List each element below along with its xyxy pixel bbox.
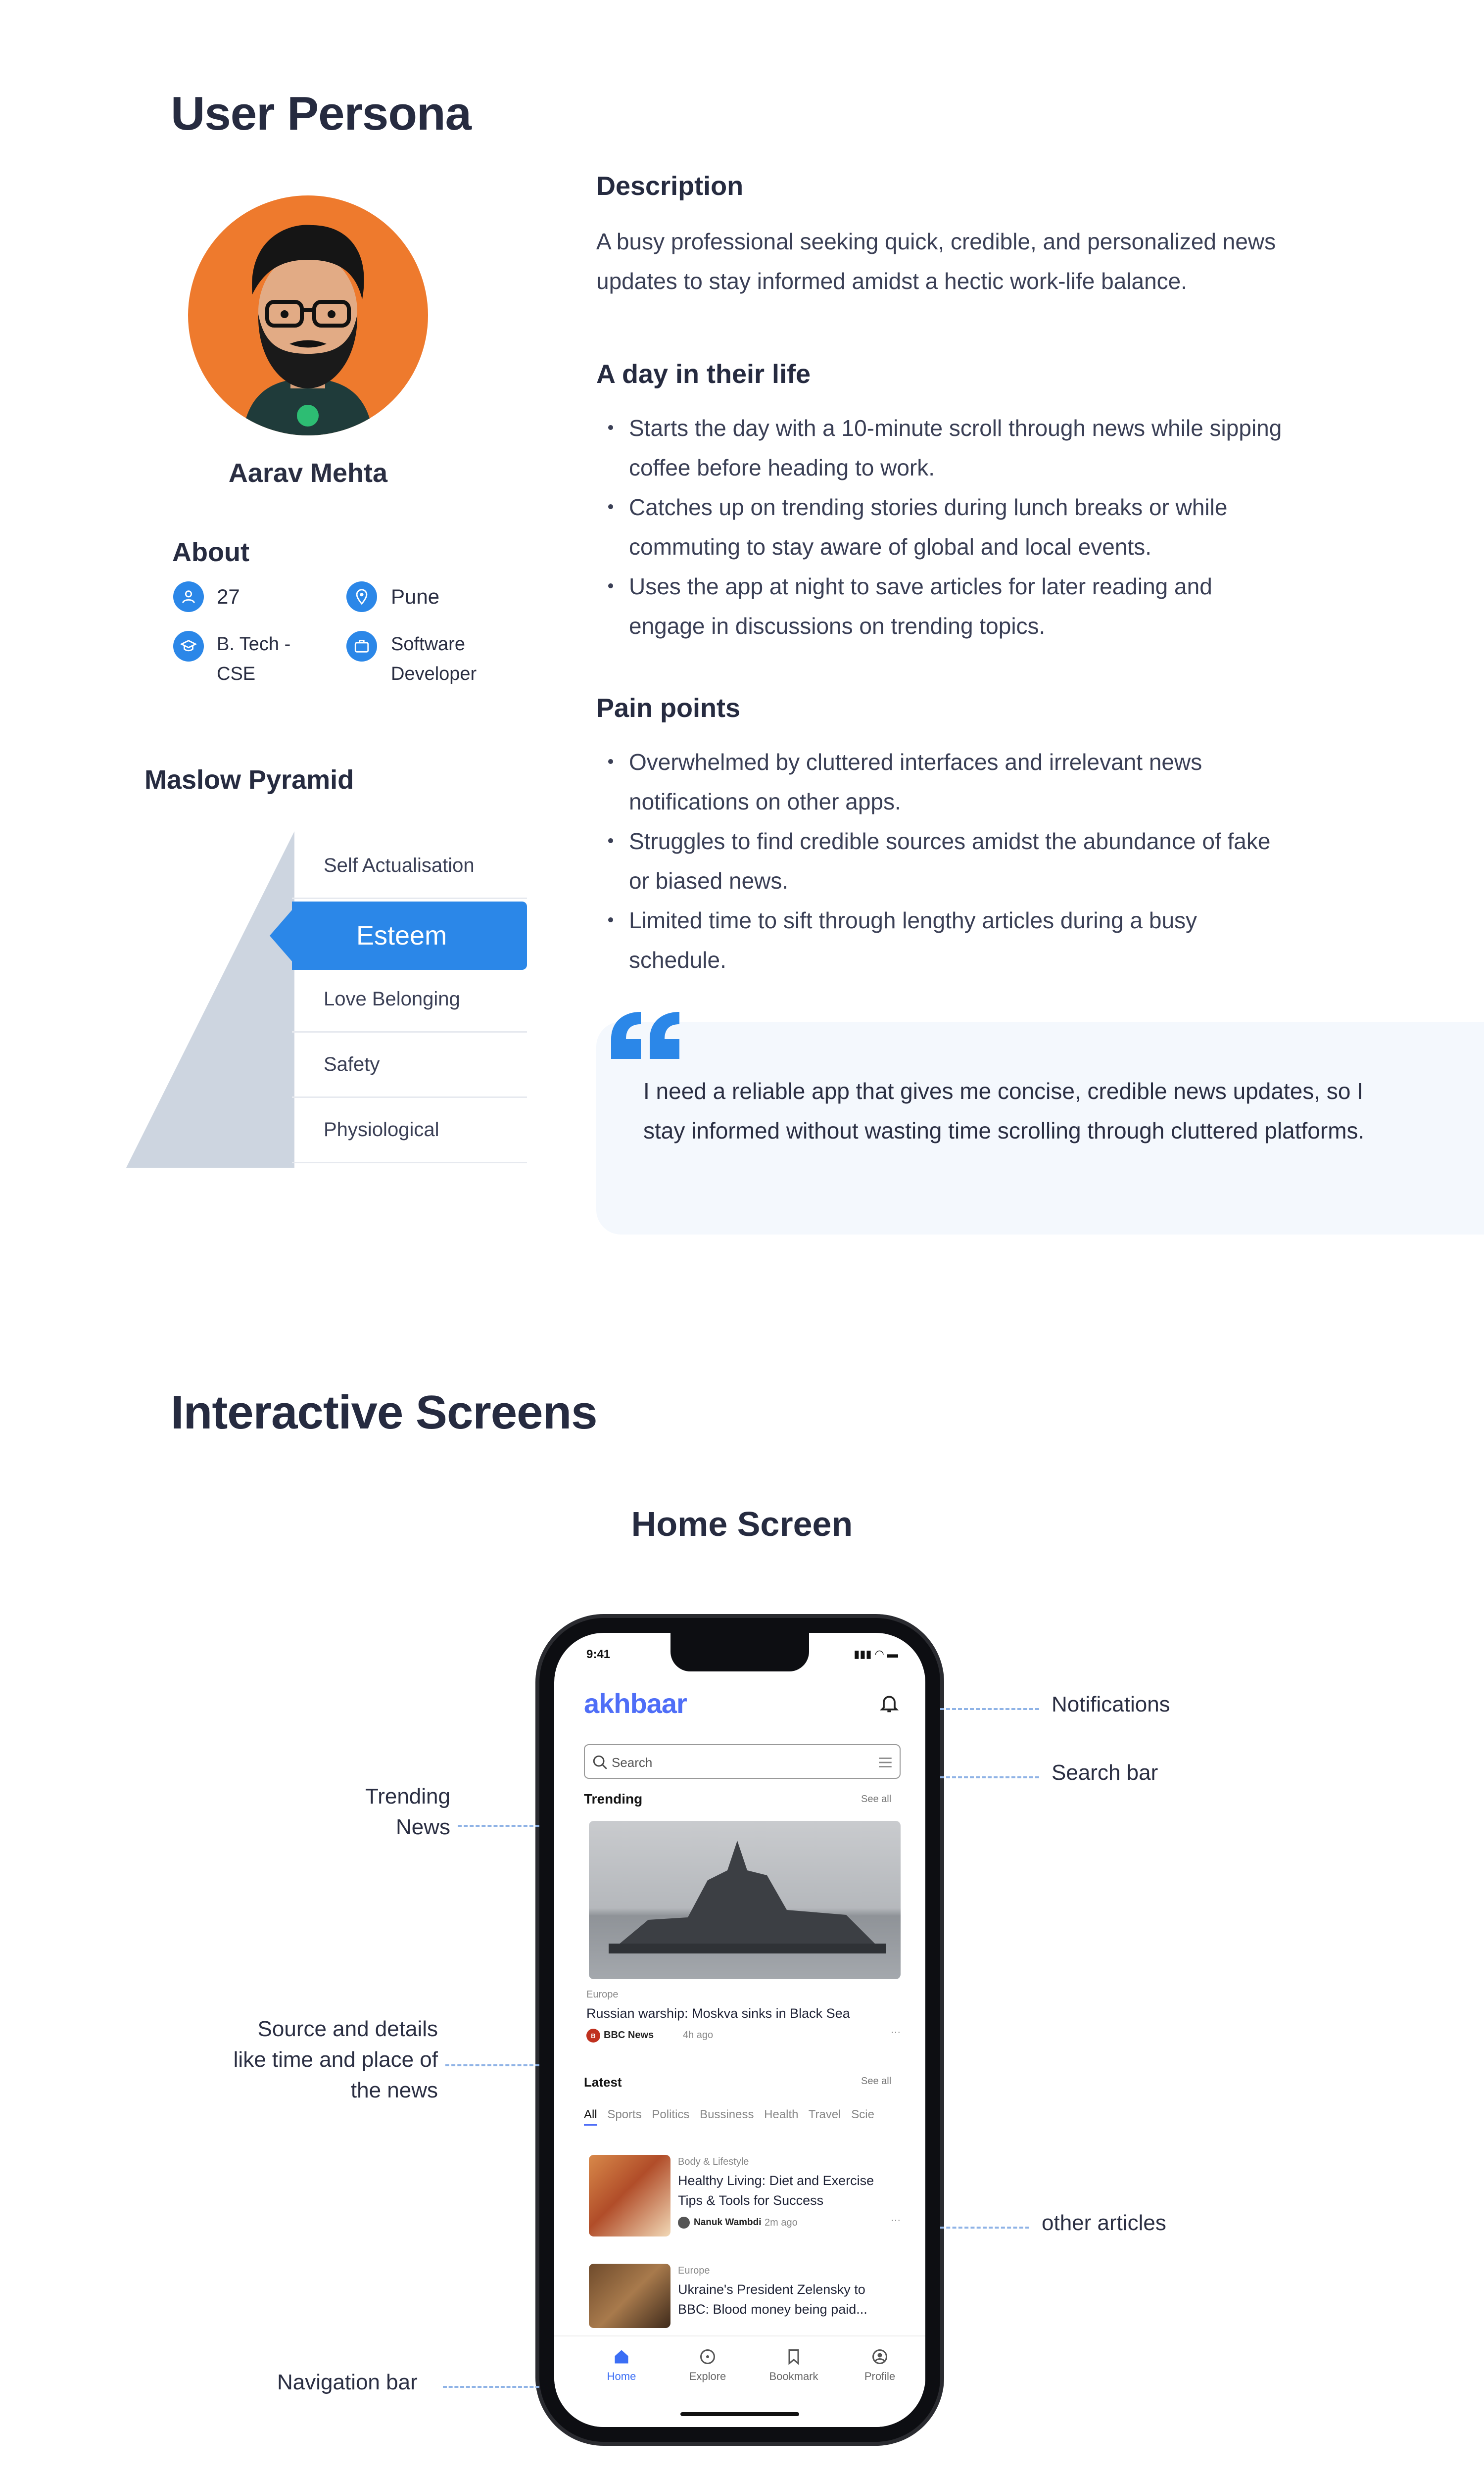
briefcase-icon <box>346 631 377 662</box>
day-item: Catches up on trending stories during lunch breaks or while commuting to stay aware of global and local events. <box>596 487 1289 567</box>
nav-home[interactable]: Home <box>607 2370 636 2382</box>
trending-image[interactable] <box>589 1821 901 1979</box>
more-icon[interactable]: ··· <box>891 2027 901 2038</box>
category-tabs <box>584 2108 930 2133</box>
quote-icon <box>606 1009 685 1069</box>
more-icon[interactable]: ··· <box>891 2215 901 2226</box>
education-icon <box>173 631 204 662</box>
tab-science[interactable]: Scie <box>851 2108 874 2121</box>
search-placeholder: Search <box>612 1755 653 1770</box>
search-icon <box>592 1754 609 1771</box>
annotation-search-bar: Search bar <box>1052 1760 1158 1785</box>
annotation-line <box>458 1825 539 1827</box>
tab-health[interactable]: Health <box>764 2108 799 2121</box>
pain-item: Overwhelmed by cluttered interfaces and irrelevant news notifications on other apps. <box>596 742 1289 821</box>
home-indicator <box>680 2412 799 2416</box>
maslow-level-physiological: Physiological <box>292 1098 527 1163</box>
day-item: Starts the day with a 10-minute scroll through news while sipping coffee before heading to work. <box>596 408 1289 487</box>
pain-title: Pain points <box>596 693 741 723</box>
annotation-line <box>443 2386 539 2388</box>
article-thumb[interactable] <box>589 2264 670 2328</box>
trending-category: Europe <box>586 1989 619 2000</box>
tab-sports[interactable]: Sports <box>607 2108 642 2121</box>
article-title-line[interactable]: BBC: Blood money being paid... <box>678 2302 867 2317</box>
home-phone <box>539 1618 940 2442</box>
home-screen-title: Home Screen <box>631 1505 853 1543</box>
location-icon <box>346 581 377 612</box>
search-bar[interactable] <box>584 1744 901 1779</box>
about-city: Pune <box>391 585 440 608</box>
maslow-level-self-actualisation: Self Actualisation <box>292 834 527 899</box>
maslow-level-esteem: Esteem <box>270 902 527 970</box>
article-category: Body & Lifestyle <box>678 2156 749 2167</box>
tab-business[interactable]: Bussiness <box>700 2108 754 2121</box>
annotation-line <box>445 2064 539 2066</box>
notch <box>670 1633 809 1671</box>
description-text: A busy professional seeking quick, credible, and personalized news updates to stay informed amidst a hectic work-life balance. <box>596 229 1276 294</box>
article-title-line[interactable]: Ukraine's President Zelensky to <box>678 2282 865 2297</box>
age-icon <box>173 581 204 612</box>
article-author: Nanuk Wambdi <box>694 2217 762 2228</box>
annotation-line <box>940 1708 1039 1710</box>
pain-list <box>596 742 1289 980</box>
pain-item: Struggles to find credible sources amidst the abundance of fake or biased news. <box>596 821 1289 901</box>
maslow-pyramid-shape <box>126 831 294 1168</box>
home-icon[interactable] <box>613 2348 630 2366</box>
description-title: Description <box>596 171 744 201</box>
screens-section-title: Interactive Screens <box>171 1386 597 1439</box>
annotation-other-articles: other articles <box>1042 2211 1166 2235</box>
status-icons: ▮▮▮ ◠ ▬ <box>854 1648 898 1660</box>
day-item: Uses the app at night to save articles for later reading and engage in discussions on trending topics. <box>596 567 1289 646</box>
article-thumb[interactable] <box>589 2155 670 2236</box>
about-age: 27 <box>217 585 240 608</box>
article-title-line[interactable]: Healthy Living: Diet and Exercise <box>678 2173 874 2188</box>
about-job: Software Developer <box>391 634 477 684</box>
article-category: Europe <box>678 2265 710 2276</box>
trending-source: BBC News <box>604 2030 654 2041</box>
bell-icon[interactable] <box>878 1692 900 1714</box>
latest-label: Latest <box>584 2075 622 2090</box>
annotation-trending-news: Trending News <box>365 1784 450 1839</box>
maslow-level-safety: Safety <box>292 1033 527 1098</box>
trending-title[interactable]: Russian warship: Moskva sinks in Black Sea <box>586 2006 850 2021</box>
maslow-title: Maslow Pyramid <box>144 765 354 795</box>
maslow-level-love-belonging: Love Belonging <box>292 967 527 1033</box>
bookmark-icon[interactable] <box>785 2348 803 2366</box>
nav-explore[interactable]: Explore <box>689 2370 726 2382</box>
pain-item: Limited time to sift through lengthy articles during a busy schedule. <box>596 901 1289 980</box>
status-time: 9:41 <box>586 1648 611 1661</box>
explore-icon[interactable] <box>699 2348 717 2366</box>
annotation-line <box>940 2227 1029 2229</box>
tab-travel[interactable]: Travel <box>808 2108 841 2121</box>
about-education: B. Tech - CSE <box>217 634 291 684</box>
article-time: 2m ago <box>765 2217 798 2228</box>
nav-bookmark[interactable]: Bookmark <box>769 2370 818 2382</box>
tab-politics[interactable]: Politics <box>652 2108 690 2121</box>
tab-all[interactable]: All <box>584 2108 597 2126</box>
article-title-line[interactable]: Tips & Tools for Success <box>678 2193 824 2208</box>
bbc-icon: B <box>586 2029 600 2043</box>
annotation-source-details: Source and details like time and place of the news <box>233 2017 438 2102</box>
trending-see-all[interactable]: See all <box>861 1794 892 1805</box>
quote-text: I need a reliable app that gives me concise, credible news updates, so I stay informed without wasting time scrolling through cluttered platforms. <box>643 1078 1365 1143</box>
annotation-notifications: Notifications <box>1052 1692 1170 1716</box>
annotation-navigation-bar: Navigation bar <box>277 2370 418 2394</box>
profile-icon[interactable] <box>871 2348 889 2366</box>
author-avatar <box>678 2217 690 2229</box>
trending-time: 4h ago <box>683 2030 714 2041</box>
about-title: About <box>172 537 249 567</box>
latest-see-all[interactable]: See all <box>861 2076 892 2087</box>
avatar <box>188 195 428 435</box>
day-list <box>596 408 1289 646</box>
filter-icon[interactable] <box>877 1754 894 1771</box>
persona-section-title: User Persona <box>171 87 471 140</box>
app-logo: akhbaar <box>584 1688 687 1719</box>
day-title: A day in their life <box>596 359 811 389</box>
persona-name: Aarav Mehta <box>228 458 388 488</box>
trending-label: Trending <box>584 1791 643 1807</box>
nav-profile[interactable]: Profile <box>864 2370 896 2382</box>
annotation-line <box>940 1776 1039 1778</box>
